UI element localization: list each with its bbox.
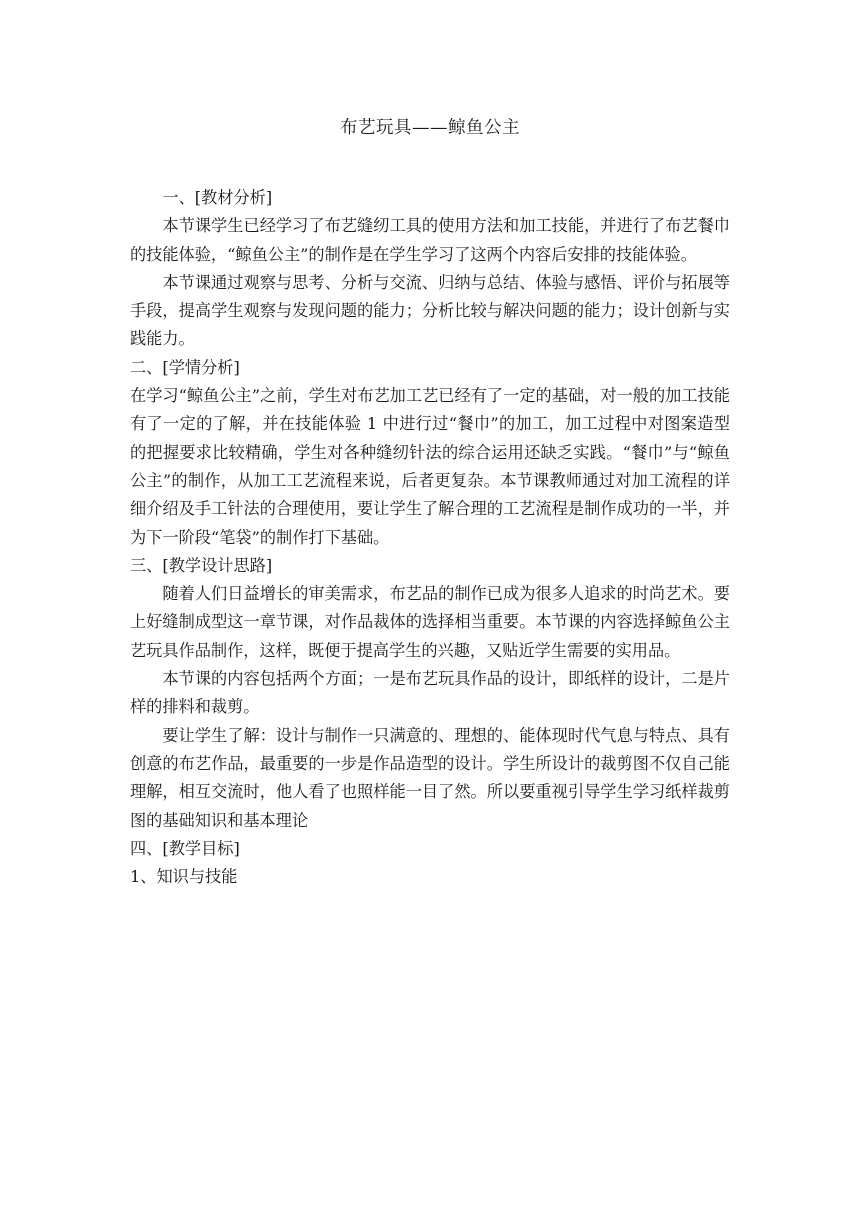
paragraph: 本节课的内容包括两个方面；一是布艺玩具作品的设计，即纸样的设计，二是片样的排料和裁剪。 — [130, 669, 730, 717]
section-heading-student-analysis: 二、[学情分析] — [130, 357, 240, 377]
subsection-heading-knowledge-skills: 1、知识与技能 — [130, 867, 238, 887]
section-heading-design-ideas: 三、[教学设计思路] — [130, 555, 273, 575]
section-heading-teaching-goals: 四、[教学目标] — [130, 838, 240, 858]
document-body — [130, 184, 730, 891]
paragraph: 在学习“鲸鱼公主”之前，学生对布艺加工艺已经有了一定的基础，对一般的加工技能有了一定的了解，并在技能体验 1 中进行过“餐巾”的加工，加工过程中对图案造型的把握要求比较精确，学生对各种缝纫针法的综合运用还缺乏实践。“餐巾”与“鲸鱼公主”的制作，从加工工艺流程来说，后者更复杂。本节课教师通过对加工流程的详细介绍及手工针法的合理使用，要让学生了解合理的工艺流程是制作成功的一半，并为下一阶段“笔袋”的制作打下基础。 — [130, 386, 730, 547]
document-title: 布艺玩具——鲸鱼公主 — [340, 118, 520, 138]
paragraph: 要让学生了解：设计与制作一只满意的、理想的、能体现时代气息与特点、具有创意的布艺作品，最重要的一步是作品造型的设计。学生所设计的裁剪图不仅自己能理解，相互交流时，他人看了也照样能一目了然。所以要重视引导学生学习纸样裁剪图的基础知识和基本理论 — [130, 725, 730, 830]
paragraph: 本节课学生已经学习了布艺缝纫工具的使用方法和加工技能，并进行了布艺餐巾的技能体验，“鲸鱼公主”的制作是在学生学习了这两个内容后安排的技能体验。 — [130, 216, 730, 264]
paragraph: 本节课通过观察与思考、分析与交流、归纳与总结、体验与感悟、评价与拓展等手段，提高学生观察与发现问题的能力；分析比较与解决问题的能力；设计创新与实践能力。 — [130, 272, 730, 349]
section-heading-textbook-analysis: 一、[教材分析] — [162, 188, 273, 207]
paragraph: 随着人们日益增长的审美需求，布艺品的制作已成为很多人追求的时尚艺术。要上好缝制成型这一章节课，对作品裁体的选择相当重要。本节课的内容选择鲸鱼公主艺玩具作品制作，这样，既便于提高学生的兴趣，又贴近学生需要的实用品。 — [130, 584, 730, 660]
